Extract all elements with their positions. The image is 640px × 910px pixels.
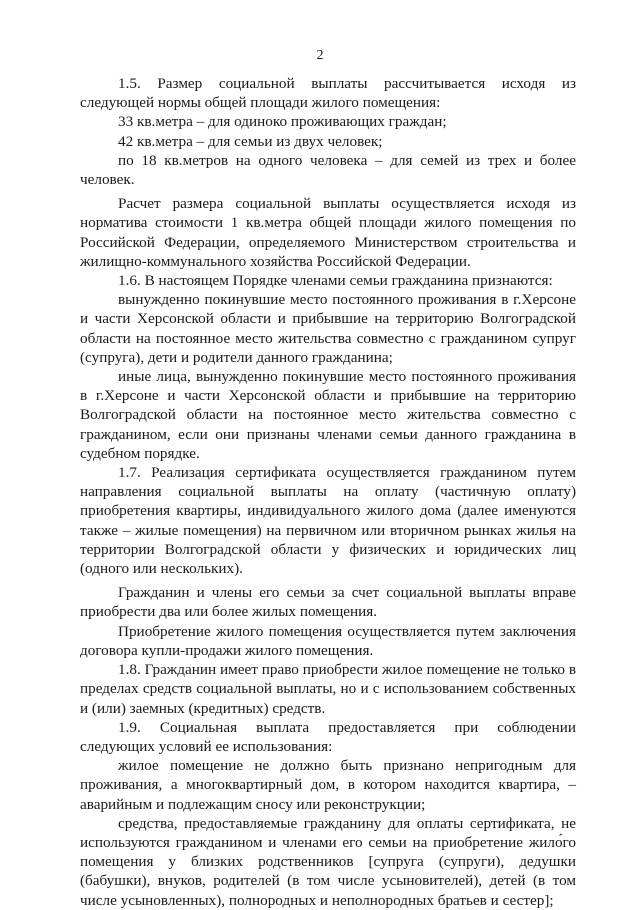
paragraph-norm-three-plus: по 18 кв.метров на одного человека – для семей из трех и более человек. <box>80 151 576 189</box>
paragraph-purchase-contract: Приобретение жилого помещения осуществляется путем заключения договора купли-продажи жилого помещения. <box>80 622 576 659</box>
paragraph-two-or-more: Гражданин и члены его семьи за счет социальной выплаты вправе приобрести два или более жилых помещения. <box>80 584 576 621</box>
paragraph-family-members-other: иные лица, вынужденно покинувшие место постоянного проживания в г.Херсоне и части Херсонской области и прибывшие на территорию Волгоградской области на постоянное место жительства совместно с гражданином, если они признаны членами семьи данного гражданина в судебном порядке. <box>80 368 576 462</box>
paragraph-cost-calculation: Расчет размера социальной выплаты осуществляется исходя из норматива стоимости 1 кв.метра общей площади жилого помещения по Российской Федерации, определяемого Министерством строительства и жилищно-коммунального хозяйства Российской Федерации. <box>80 195 576 270</box>
paragraph-1-6: 1.6. В настоящем Порядке членами семьи гражданина признаются: <box>118 272 553 290</box>
paragraph-1-8: 1.8. Гражданин имеет право приобрести жилое помещение не только в пределах средств социальной выплаты, но и с использованием собственных и (или) заемных (кредитных) средств. <box>80 661 576 717</box>
paragraph-condition-habitable: жилое помещение не должно быть признано непригодным для проживания, а многоквартирный дом, в котором находится квартира, – аварийным и подлежащим сносу или реконструкции; <box>80 757 576 813</box>
paragraph-norm-two: 42 кв.метра – для семьи из двух человек; <box>118 132 383 150</box>
paragraph-1-7: 1.7. Реализация сертификата осуществляется гражданином путем направления социальной выплаты на оплату (частичную оплату) приобретения квартиры, индивидуального жилого дома (далее именуются также – жилые помещения) на первичном или вторичном рынках жилья на территории Волгоградской области у физических и юридических лиц (одного или нескольких). <box>80 464 576 578</box>
page-number: 2 <box>316 48 324 63</box>
paragraph-1-5: 1.5. Размер социальной выплаты рассчитывается исходя из следующей нормы общей площади жилого помещения: <box>80 75 576 112</box>
paragraph-norm-single: 33 кв.метра – для одиноко проживающих граждан; <box>118 113 447 131</box>
document-body <box>80 74 576 910</box>
paragraph-1-9: 1.9. Социальная выплата предоставляется при соблюдении следующих условий ее использования: <box>80 718 576 755</box>
paragraph-family-members-relatives: вынужденно покинувшие место постоянного проживания в г.Херсоне и части Херсонской области и прибывшие на территорию Волгоградской области на постоянное место жительства совместно с гражданином супруг (супруга), дети и родители данного гражданина; <box>80 291 576 366</box>
paragraph-condition-relatives: средства, предоставляемые гражданину для оплаты сертификата, не используются гражданином и членами его семьи на приобретение жило́го помещения у близких родственников [супруга (супруги), дедушки (бабушки), внуков, родителей (в том числе усыновителей), детей (в том числе усыновленных), полнородных и неполнородных братьев и сестер]; <box>80 814 576 909</box>
